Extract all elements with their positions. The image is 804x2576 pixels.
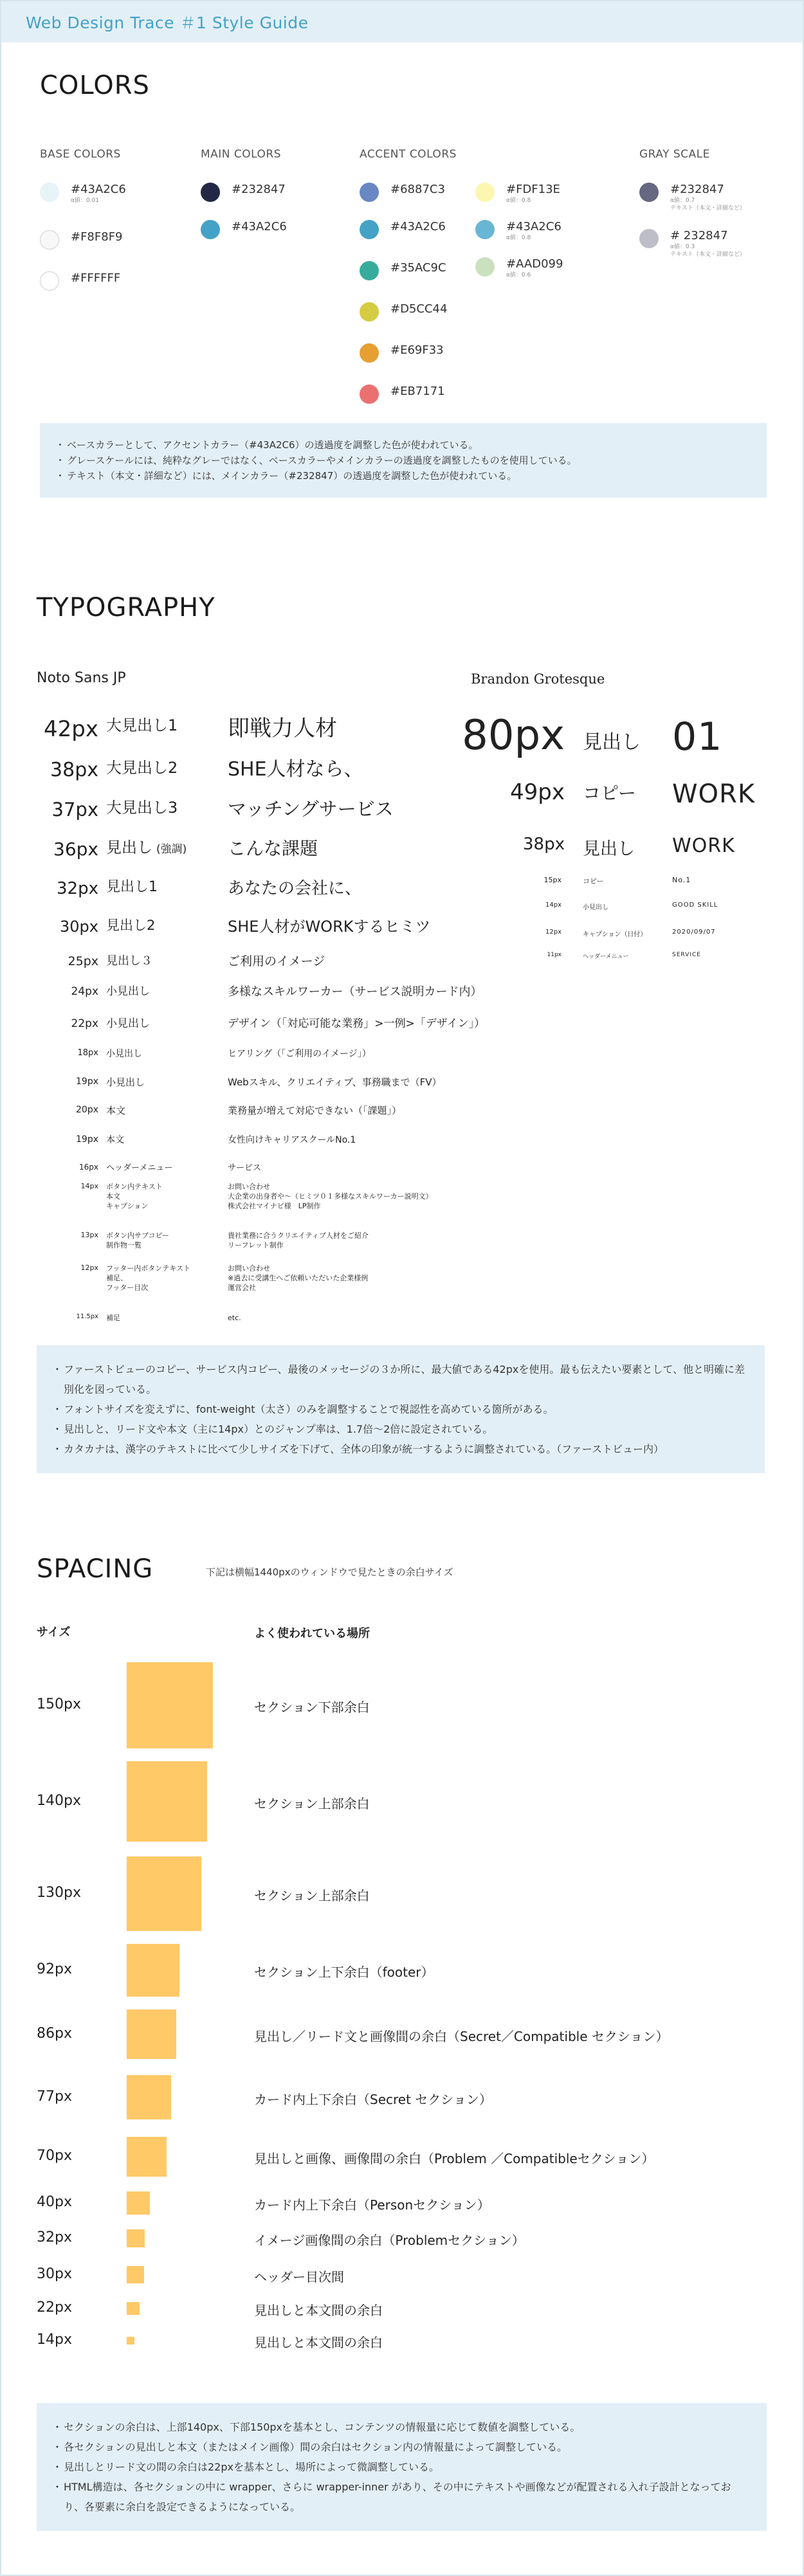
spacing-usage: 見出しと画像、画像間の余白（Problem ／Compatibleセクション） [254, 2151, 655, 2166]
color-hex: #35AC9C [390, 261, 446, 275]
brandon-size-label: 80px [462, 712, 565, 759]
spacing-usage: カード内上下余白（Secret セクション） [254, 2091, 492, 2107]
brandon-role: キャプション（日付） [583, 931, 647, 938]
spacing-usage: 見出しと本文間の余白 [254, 2303, 383, 2318]
type-sample: Webスキル、クリエイティブ、事務職まで（FV） [228, 1076, 442, 1088]
type-size-label: 25px [68, 954, 98, 968]
typography-notes [37, 1345, 765, 1473]
type-size-label: 37px [51, 799, 98, 821]
color-swatch [475, 257, 563, 279]
type-role-label: 小見出し [106, 985, 150, 998]
spacing-subtitle: 下記は横幅1440pxのウィンドウで見たときの余白サイズ [206, 1566, 453, 1578]
color-dot [360, 302, 379, 322]
type-role-suffix: (強調) [156, 843, 187, 856]
spacing-usage: 見出し／リード文と画像間の余白（Secret／Compatible セクション） [254, 2028, 669, 2044]
spacing-size-label: 86px [37, 2025, 72, 2042]
type-sample: あなたの会社に、 [228, 879, 362, 898]
color-hex: #232847 [670, 183, 724, 196]
type-size-label: 11.5px [76, 1313, 98, 1320]
type-size-label: 13px [80, 1231, 98, 1239]
color-hex: #43A2C6 [71, 183, 126, 196]
type-role-label: 補足 [106, 1314, 120, 1322]
type-size-label: 30px [60, 918, 98, 936]
type-role [106, 759, 178, 777]
type-role [106, 879, 158, 896]
type-role-label: ボタン内テキスト 本文 キャプション [106, 1183, 163, 1210]
brandon-size-label: 49px [510, 779, 565, 805]
type-role [106, 918, 155, 934]
spacing-swatch [127, 2337, 134, 2345]
typography-title: TYPOGRAPHY [37, 593, 215, 622]
brandon-size-label: 15px [544, 876, 562, 884]
color-hex: #43A2C6 [390, 220, 446, 233]
spacing-note: ・ 各セクションの見出しと本文（またはメイン画像）間の余白はセクション内の情報量によって調整している。 [55, 2437, 749, 2457]
type-sample: 多様なスキルワーカー（サービス説明カード内） [228, 985, 482, 999]
brandon-role: 見出し [583, 839, 635, 859]
spacing-usage: セクション上部余白 [254, 1888, 370, 1903]
spacing-usage-header: よく使われている場所 [254, 1627, 370, 1640]
spacing-size-label: 32px [37, 2229, 72, 2245]
type-role [106, 1182, 163, 1211]
type-role [106, 839, 187, 858]
color-swatch [201, 183, 286, 202]
brandon-size-label: 38px [523, 835, 565, 854]
brandon-size-label: 12px [545, 929, 562, 936]
type-size-label: 14px [80, 1182, 98, 1190]
type-size-label: 22px [71, 1017, 98, 1030]
brandon-size-label: 14px [545, 902, 562, 909]
color-hex: #6887C3 [390, 183, 445, 196]
page-title: Web Design Trace ＃1 Style Guide [26, 14, 309, 32]
type-role-label: 見出し３ [106, 954, 152, 968]
spacing-size-label: 77px [37, 2088, 72, 2105]
color-swatch [639, 183, 745, 212]
type-sample: ヒアリング（「ご利用のイメージ」） [228, 1049, 371, 1059]
type-sample: こんな課題 [228, 838, 318, 859]
color-swatch [360, 183, 445, 202]
type-sample: ご利用のイメージ [228, 954, 325, 968]
spacing-swatch [127, 1761, 207, 1842]
type-sample: デザイン（「対応可能な業務」>一例>「デザイン」） [228, 1017, 486, 1030]
spacing-size-label: 92px [37, 1961, 72, 1977]
main-colors-label: MAIN COLORS [201, 148, 282, 161]
spacing-size-label: 150px [37, 1696, 81, 1712]
color-swatch [40, 183, 126, 204]
type-sample: 貴社業務に合うクリエイティブ人材をご紹介 リーフレット制作 [228, 1231, 369, 1249]
color-dot [360, 183, 379, 202]
color-dot [639, 183, 659, 202]
color-dot [475, 183, 495, 202]
spacing-swatch [127, 2009, 176, 2059]
color-dot [40, 183, 59, 202]
type-role-label: 見出し [106, 839, 152, 857]
color-dot [201, 183, 220, 202]
brandon-role: ヘッダーメニュー [583, 954, 629, 960]
type-role-label: ボタン内サブコピー 制作物一覧 [106, 1231, 170, 1249]
spacing-swatch [127, 2302, 140, 2315]
color-hex: #AAD099 [506, 257, 563, 271]
color-swatch [201, 220, 287, 239]
type-role [106, 954, 152, 968]
color-dot [360, 343, 379, 363]
type-role [106, 1076, 145, 1089]
spacing-size-label: 14px [37, 2332, 72, 2348]
color-swatch [360, 385, 445, 404]
type-size-label: 19px [76, 1076, 98, 1087]
color-swatch [360, 343, 444, 363]
base-colors-label: BASE COLORS [40, 148, 121, 161]
type-sample: マッチングサービス [228, 798, 394, 820]
type-role [106, 1134, 124, 1146]
type-sample: お問い合わせ 大企業の出身者や〜（ヒミツ０１多様なスキルワーカー説明文） 株式会社マイナビ様 LP制作 [228, 1183, 433, 1210]
color-dot [360, 261, 379, 280]
spacing-size-label: 40px [37, 2194, 72, 2210]
color-swatch [40, 230, 123, 249]
type-role [106, 716, 178, 734]
color-note: α値：0.6 [506, 272, 531, 278]
spacing-swatch [127, 1662, 213, 1748]
type-sample: お問い合わせ ※過去に受講生へご依頼いただいた企業様例 運営会社 [228, 1264, 369, 1292]
color-note: α値：0.7 テキスト（本文・詳細など） [670, 197, 745, 212]
color-dot [475, 257, 495, 277]
type-role [106, 1264, 190, 1293]
spacing-size-header: サイズ [37, 1626, 71, 1639]
colors-note: ・ テキスト（本文・詳細など）には、メインカラー（#232847）の透過度を調整した色が使われている。 [58, 468, 749, 484]
color-swatch [360, 220, 446, 239]
colors-note: ・ ベースカラーとして、アクセントカラー（#43A2C6）の透過度を調整した色が使われている。 [58, 437, 749, 453]
color-dot [40, 230, 59, 249]
color-note: α値：0.01 [71, 197, 99, 204]
type-role [106, 1231, 169, 1250]
type-role [106, 1313, 120, 1323]
brandon-sample: 01 [672, 714, 723, 759]
brandon-sample: SERVICE [672, 952, 701, 958]
type-role-label: ヘッダーメニュー [106, 1163, 173, 1173]
type-size-label: 24px [71, 985, 98, 998]
spacing-title: SPACING [37, 1554, 154, 1584]
color-swatch [639, 229, 745, 259]
typography-note: ・ フォントサイズを変えずに、font-weight（太さ）のみを調整することで視認性を高めている箇所がある。 [55, 1399, 747, 1419]
type-role-label: 小見出し [106, 1076, 145, 1088]
type-role-label: 大見出し3 [106, 799, 178, 817]
spacing-swatch [127, 2229, 145, 2247]
type-size-label: 12px [80, 1264, 98, 1272]
color-hex: #FFFFFF [71, 271, 121, 285]
spacing-note: ・ セクションの余白は、上部140px、下部150pxを基本とし、コンテンツの情報量に応じて数値を調整している。 [55, 2417, 749, 2437]
type-role-label: 大見出し2 [106, 759, 178, 777]
type-size-label: 20px [76, 1105, 98, 1115]
type-role [106, 799, 178, 817]
type-sample: 業務量が増えて対応できない（「課題」） [228, 1105, 402, 1116]
spacing-note: ・ HTML構造は、各セクションの中に wrapper、さらに wrapper-inner があり、その中にテキストや画像などが配置される入れ子設計となっており、各要素に余白を設定できるようになっている。 [55, 2477, 749, 2517]
color-swatch [40, 271, 120, 291]
type-size-label: 36px [53, 839, 98, 860]
brandon-size-label: 11px [547, 952, 562, 958]
spacing-swatch [127, 2191, 150, 2215]
type-role-label: フッター内ボタンテキスト 補足、 フッター目次 [106, 1264, 191, 1292]
color-hex: # 232847 [670, 229, 728, 242]
color-swatch [360, 302, 447, 322]
spacing-size-label: 70px [37, 2148, 72, 2164]
type-sample: SHE人材なら、 [228, 758, 363, 781]
brandon-sample: WORK [672, 779, 756, 809]
spacing-usage: 見出しと本文間の余白 [254, 2335, 383, 2350]
type-size-label: 42px [44, 716, 98, 742]
spacing-usage: セクション上下余白（footer） [254, 1964, 434, 1980]
brandon-font-label: Brandon Grotesque [471, 671, 605, 687]
brandon-role: 小見出し [583, 904, 608, 911]
color-hex: #232847 [232, 183, 286, 196]
type-size-label: 18px [77, 1048, 98, 1058]
colors-notes [40, 423, 767, 498]
gray-scale-label: GRAY SCALE [639, 148, 710, 161]
color-note: α値：0.8 [506, 235, 531, 241]
spacing-swatch [127, 1856, 201, 1931]
type-role [106, 1163, 172, 1174]
type-role-label: 本文 [106, 1105, 126, 1116]
brandon-role: コピー [583, 783, 636, 804]
noto-font-label: Noto Sans JP [37, 670, 126, 686]
color-note: α値：0.3 テキスト（本文・詳細など） [670, 244, 745, 258]
type-role-label: 見出し2 [106, 918, 156, 933]
type-role-label: 大見出し1 [106, 716, 178, 734]
spacing-size-label: 30px [37, 2265, 72, 2282]
type-sample: SHE人材がWORKするヒミツ [228, 918, 431, 936]
spacing-note: ・ 見出しとリード文の間の余白は22pxを基本とし、場所によって微調整している。 [55, 2457, 749, 2477]
type-role-label: 本文 [106, 1135, 124, 1145]
type-sample: 女性向けキャリアスクールNo.1 [228, 1135, 356, 1145]
color-swatch [360, 261, 446, 280]
color-swatch [475, 220, 562, 242]
type-role-label: 小見出し [106, 1049, 142, 1059]
color-dot [360, 385, 379, 404]
color-dot [639, 229, 659, 248]
type-role [106, 1105, 125, 1117]
color-dot [40, 271, 59, 291]
spacing-swatch [127, 1944, 179, 1997]
accent-colors-label: ACCENT COLORS [360, 148, 457, 161]
spacing-size-label: 140px [37, 1792, 81, 1809]
brandon-sample: WORK [672, 835, 735, 857]
typography-note: ・ 見出しと、リード文や本文（主に14px）とのジャンプ率は、1.7倍〜2倍に設定されている。 [55, 1419, 747, 1439]
typography-note: ・ カタカナは、漢字のテキストに比べて少しサイズを下げて、全体の印象が統一するように調整されている。（ファーストビュー内） [55, 1439, 747, 1459]
type-size-label: 38px [50, 759, 98, 781]
spacing-usage: カード内上下余白（Personセクション） [254, 2197, 490, 2213]
typography-note: ・ ファーストビューのコピー、サービス内コピー、最後のメッセージの３か所に、最大値である42pxを使用。最も伝えたい要素として、他と明確に差別化を図っている。 [55, 1359, 747, 1399]
type-role-label: 小見出し [106, 1017, 150, 1030]
color-swatch [475, 183, 560, 204]
color-hex: #D5CC44 [390, 302, 448, 316]
spacing-size-label: 130px [37, 1885, 81, 1901]
type-role [106, 1017, 150, 1031]
type-role [106, 985, 150, 999]
type-sample: etc. [228, 1314, 241, 1322]
color-note: α値：0.8 [506, 197, 531, 204]
spacing-usage: セクション下部余白 [254, 1700, 370, 1715]
type-size-label: 16px [79, 1163, 98, 1172]
type-sample: サービス [228, 1163, 262, 1173]
type-role [106, 1048, 142, 1060]
color-hex: #F8F8F9 [71, 230, 123, 244]
type-size-label: 19px [76, 1134, 98, 1145]
brandon-sample: GOOD SKILL [672, 902, 718, 909]
color-hex: #E69F33 [390, 343, 444, 357]
type-role-label: 見出し1 [106, 879, 158, 895]
colors-note: ・ グレースケールには、純粋なグレーではなく、ベースカラーやメインカラーの透過度を調整したものを使用している。 [58, 453, 749, 468]
colors-title: COLORS [40, 71, 150, 100]
color-dot [475, 220, 495, 239]
spacing-usage: セクション上部余白 [254, 1795, 370, 1811]
color-dot [360, 220, 379, 239]
spacing-swatch [127, 2137, 167, 2177]
brandon-sample: No.1 [672, 876, 691, 884]
spacing-notes [37, 2403, 767, 2531]
spacing-usage: ヘッダー目次間 [254, 2269, 344, 2285]
brandon-role: コピー [583, 877, 604, 885]
header-bar [1, 1, 803, 42]
color-hex: #43A2C6 [232, 220, 287, 233]
type-size-label: 32px [57, 879, 98, 898]
color-dot [201, 220, 220, 239]
color-hex: #FDF13E [506, 183, 560, 196]
color-hex: #43A2C6 [506, 220, 562, 233]
brandon-sample: 2020/09/07 [672, 929, 716, 936]
spacing-swatch [127, 2075, 171, 2119]
spacing-size-label: 22px [37, 2299, 72, 2316]
color-hex: #EB7171 [390, 385, 445, 398]
brandon-role: 見出し [583, 731, 641, 754]
spacing-swatch [127, 2266, 144, 2283]
type-sample: 即戦力人材 [228, 716, 337, 741]
spacing-usage: イメージ画像間の余白（Problemセクション） [254, 2233, 525, 2248]
